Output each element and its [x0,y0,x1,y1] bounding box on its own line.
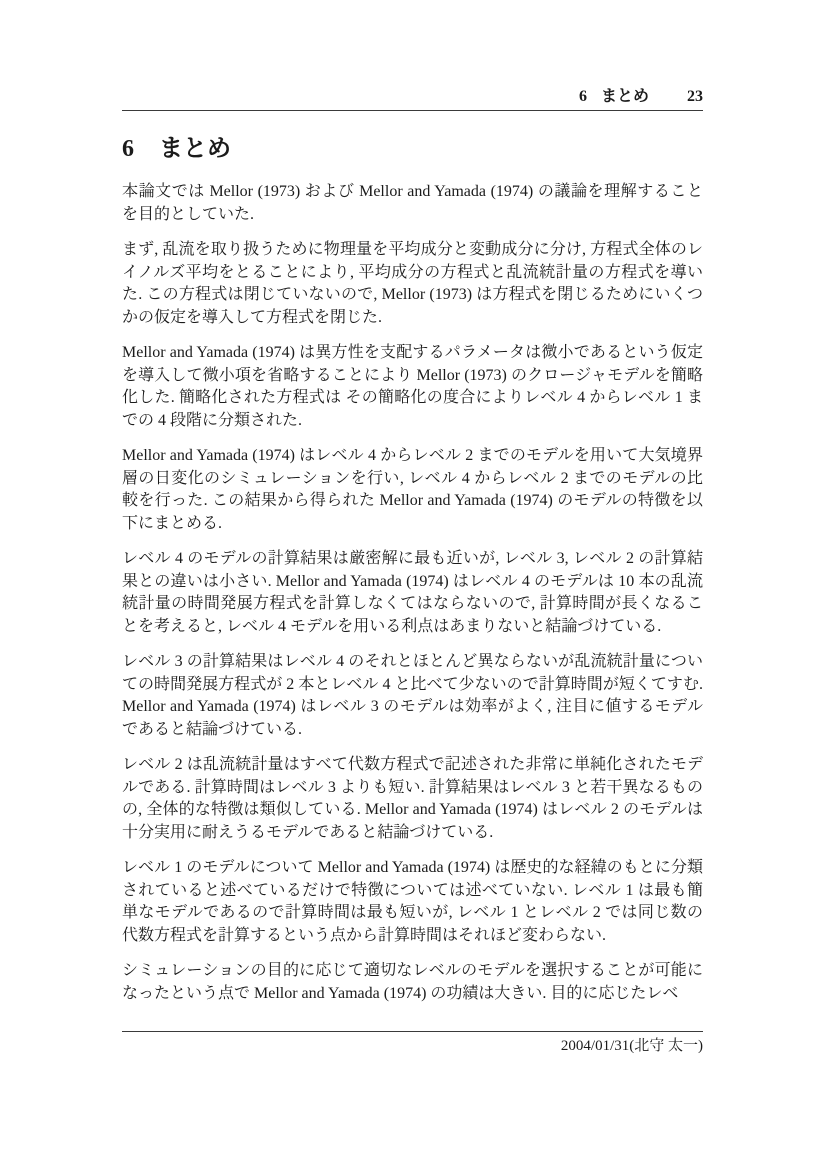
page-header [122,87,703,111]
footer-date-author: 2004/01/31(北守 太一) [560,1038,703,1054]
paragraph-5: レベル 4 のモデルの計算結果は厳密解に最も近いが, レベル 3, レベル 2 の計算結果との違いは小さい. Mellor and Yamada (1974) はレベル 4 のモデルは 10 本の乱流統計量の時間発展方程式を計算しなくてはならないので, 計算時間が長くなることを考えると, レベル 4 モデルを用いる利点はあまりないと結論づけている. [122,550,703,635]
heading-number: 6 [122,136,134,162]
header-page-number: 23 [687,88,703,105]
header-rule [122,110,703,111]
paragraph-3: Mellor and Yamada (1974) は異方性を支配するパラメータは微小であるという仮定を導入して微小項を省略することにより Mellor (1973) のクロージャモデルを簡略化した. 簡略化された方程式は その簡略化の度合によりレベル 4 からレベル 1 までの 4 段階に分類された. [122,344,703,429]
paragraph-2: まず, 乱流を取り扱うために物理量を平均成分と変動成分に分け, 方程式全体のレイノルズ平均をとることにより, 平均成分の方程式と乱流統計量の方程式を導いた. この方程式は閉じていないので, Mellor (1973) は方程式を閉じるためにいくつかの仮定を導入して方程式を閉じた. [122,241,703,326]
page-footer [122,1031,703,1056]
header-section-number: 6 [578,88,587,105]
header-section-title: まとめ [600,88,649,105]
heading-title: まとめ [159,135,231,162]
document-body [122,181,703,1005]
paragraph-7: レベル 2 は乱流統計量はすべて代数方程式で記述された非常に単純化されたモデルである. 計算時間はレベル 3 よりも短い. 計算結果はレベル 3 と若干異なるものの, 全体的な特徴は類似している. Mellor and Yamada (1974) はレベル 2 のモデルは十分実用に耐えうるモデルであると結論づけている. [122,756,703,841]
paragraph-6: レベル 3 の計算結果はレベル 4 のそれとほとんど異ならないが乱流統計量についての時間発展方程式が 2 本とレベル 4 と比べて少ないので計算時間が短くてすむ. Mellor and Yamada (1974) はレベル 3 のモデルは効率がよく, 注目に値するモデルであると結論づけている. [122,653,703,738]
paragraph-9: シミュレーションの目的に応じて適切なレベルのモデルを選択することが可能になったという点で Mellor and Yamada (1974) の功績は大きい. 目的に応じたレベ [122,962,703,1002]
paragraph-1: 本論文では Mellor (1973) および Mellor and Yamada (1974) の議論を理解することを目的としていた. [122,183,703,223]
paragraph-4: Mellor and Yamada (1974) はレベル 4 からレベル 2 までのモデルを用いて大気境界層の日変化のシミュレーションを行い, レベル 4 からレベル 2 までのモデルの比較を行った. この結果から得られた Mellor and Yamada (1974) のモデルの特徴を以下にまとめる. [122,447,703,532]
paragraph-8: レベル 1 のモデルについて Mellor and Yamada (1974) は歴史的な経緯のもとに分類されていると述べているだけで特徴については述べていない. レベル 1 は最も簡単なモデルであるので計算時間は最も短いが, レベル 1 とレベル 2 では同じ数の代数方程式を計算するという点から計算時間はそれほど変わらない. [122,859,703,944]
section-heading [122,133,231,165]
running-header-text [122,87,703,107]
